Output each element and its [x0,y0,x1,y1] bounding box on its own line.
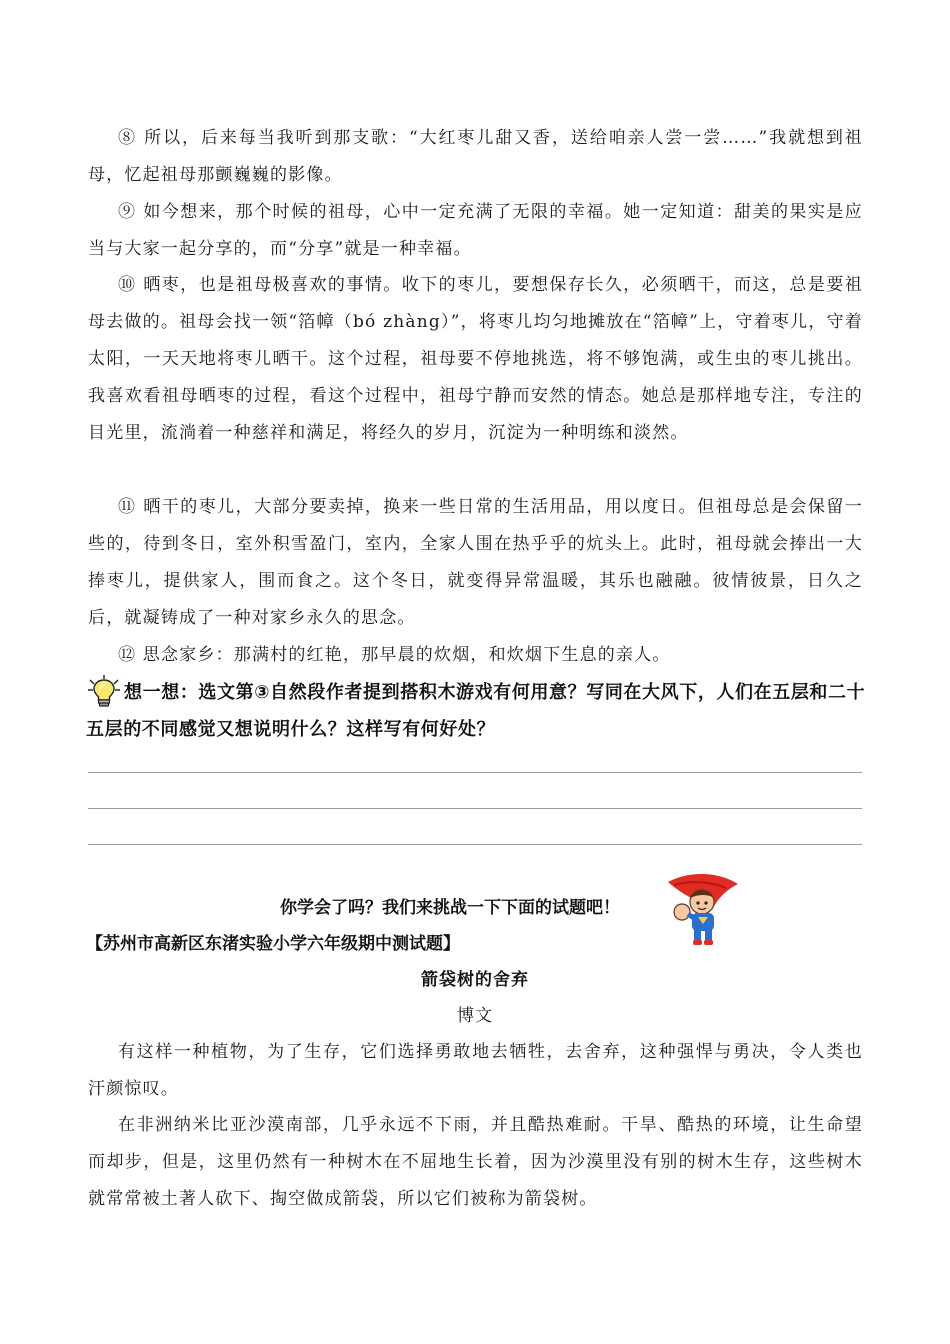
article-title: 箭袋树的舍弃 [421,970,529,990]
lightbulb-icon [86,674,122,708]
superhero-icon [660,868,740,948]
paragraph-9: ⑨ 如今想来，那个时候的祖母，心中一定充满了无限的幸福。她一定知道：甜美的果实是应当与大家一起分享的，而“分享”就是一种幸福。 [88,202,863,259]
article-author: 博文 [457,1006,493,1026]
answer-line-2[interactable] [88,808,862,809]
paragraph-10: ⑩ 晒枣，也是祖母极喜欢的事情。收下的枣儿，要想保存长久，必须晒干，而这，总是要祖母去做的。祖母会找一领“箔幛（bó zhàng）”，将枣儿均匀地摊放在“箔幛”上，守着枣儿，守着太阳，一天天地将枣儿晒干。这个过程，祖母要不停地挑选，将不够饱满，或生虫的枣儿挑出。我喜欢看祖母晒枣的过程，看这个过程中，祖母宁静而安然的情态。她总是那样地专注，专注的目光里，流淌着一种慈祥和满足，将经久的岁月，沉淀为一种明练和淡然。 [88,275,863,443]
question-text: 想一想：选文第③自然段作者提到搭积木游戏有何用意？写同在大风下，人们在五层和二十五层的不同感觉又想说明什么？这样写有何好处？ [86,682,866,740]
paragraph-8: ⑧ 所以，后来每当我听到那支歌：“大红枣儿甜又香，送给咱亲人尝一尝……”我就想到祖母，忆起祖母那颤巍巍的影像。 [88,128,863,185]
think-question [86,674,866,748]
paragraph-12: ⑫ 思念家乡：那满村的红艳，那早晨的炊烟，和炊烟下生息的亲人。 [118,645,671,665]
challenge-prompt: 你学会了吗？我们来挑战一下下面的试题吧！ [280,898,620,918]
exam-source: 【苏州市高新区东渚实验小学六年级期中测试题】 [86,934,460,954]
answer-line-3[interactable] [88,844,862,845]
article-paragraph-1: 有这样一种植物，为了生存，它们选择勇敢地去牺牲，去舍弃，这种强悍与勇决，令人类也汗颜惊叹。 [88,1042,863,1099]
paragraph-11: ⑪ 晒干的枣儿，大部分要卖掉，换来一些日常的生活用品，用以度日。但祖母总是会保留一些的，待到冬日，室外积雪盈门，室内，全家人围在热乎乎的炕头上。此时，祖母就会捧出一大捧枣儿，提供家人，围而食之。这个冬日，就变得异常温暖，其乐也融融。彼情彼景，日久之后，就凝铸成了一种对家乡永久的思念。 [88,497,863,628]
answer-line-1[interactable] [88,772,862,773]
article-paragraph-2: 在非洲纳米比亚沙漠南部，几乎永远不下雨，并且酷热难耐。干旱、酷热的环境，让生命望而却步，但是，这里仍然有一种树木在不屈地生长着，因为沙漠里没有别的树木生存，这些树木就常常被土著人砍下、掏空做成箭袋，所以它们被称为箭袋树。 [88,1115,863,1209]
